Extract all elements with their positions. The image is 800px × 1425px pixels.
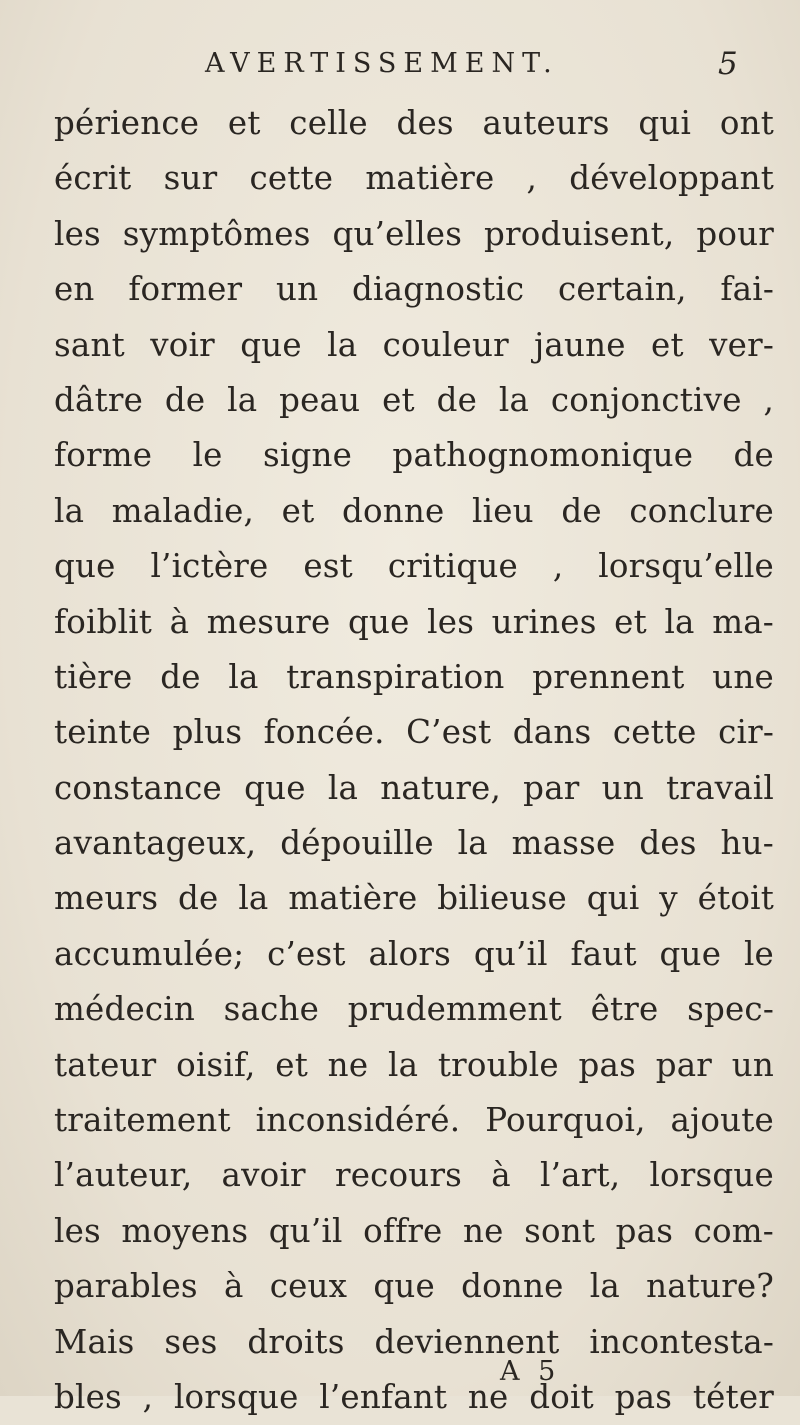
text-line: périence et celle des auteurs qui ont xyxy=(54,104,774,142)
body-text xyxy=(54,96,774,1425)
text-line: foiblit à mesure que les urines et la ma- xyxy=(54,602,774,641)
signature-mark: A 5 xyxy=(500,1356,561,1387)
text-line: meurs de la matière bilieuse qui y étoit xyxy=(54,879,774,918)
text-line: accumulée; c’est alors qu’il faut que le xyxy=(54,934,774,973)
text-line: l’auteur, avoir recours à l’art, lorsque xyxy=(54,1156,774,1195)
text-line: que l’ictère est critique , lorsqu’elle xyxy=(54,547,774,586)
running-head xyxy=(0,48,800,88)
text-line: tateur oisif, et ne la trouble pas par un xyxy=(54,1045,774,1084)
text-line: sant voir que la couleur jaune et ver- xyxy=(54,325,774,364)
page-number: 5 xyxy=(718,46,738,82)
text-line: bles , lorsque l’enfant ne doit pas téter xyxy=(54,1377,774,1416)
text-line: les moyens qu’il offre ne sont pas com- xyxy=(54,1211,774,1250)
text-line: avantageux, dépouille la masse des hu- xyxy=(54,824,774,863)
text-line: forme le signe pathognomonique de xyxy=(54,436,774,475)
text-line: la maladie, et donne lieu de conclure xyxy=(54,491,774,530)
text-line: parables à ceux que donne la nature? xyxy=(54,1267,774,1306)
text-line: médecin sache prudemment être spec- xyxy=(54,990,774,1029)
text-line: écrit sur cette matière , développant xyxy=(54,159,774,198)
text-line: Mais ses droits deviennent incontesta- xyxy=(54,1322,774,1361)
text-line: en former un diagnostic certain, fai- xyxy=(54,270,774,309)
text-line: tière de la transpiration prennent une xyxy=(54,657,774,696)
text-line: dâtre de la peau et de la conjonctive , xyxy=(54,380,774,419)
text-line: traitement inconsidéré. Pourquoi, ajoute xyxy=(54,1101,774,1140)
text-line: les symptômes qu’elles produisent, pour xyxy=(54,214,774,253)
running-title: AVERTISSEMENT. xyxy=(205,48,559,79)
text-line: constance que la nature, par un travail xyxy=(54,768,774,807)
text-line: teinte plus foncée. C’est dans cette cir- xyxy=(54,713,774,752)
